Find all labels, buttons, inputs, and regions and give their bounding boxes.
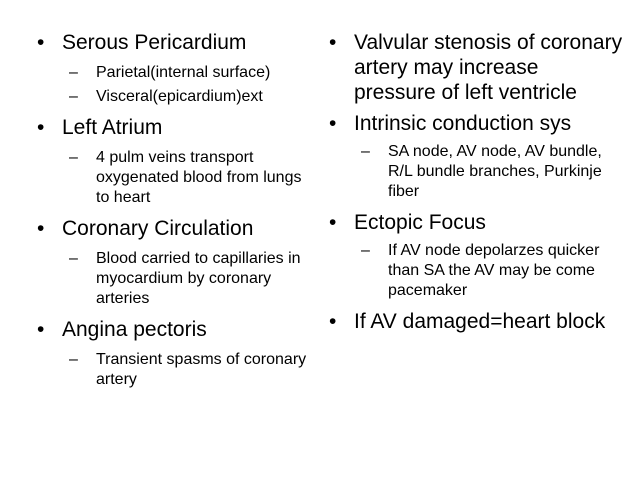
sub-bullet-text: Blood carried to capillaries in myocardium by coronary arteries — [96, 250, 301, 307]
dash-icon: – — [69, 88, 78, 105]
dash-icon: – — [361, 143, 370, 160]
dash-icon: – — [361, 242, 370, 259]
sub-bullet-text: Visceral(epicardium)ext — [96, 88, 263, 105]
dash-icon: – — [69, 64, 78, 81]
sub-bullet-text: SA node, AV node, AV bundle, R/L bundle branches, Purkinje fiber — [388, 143, 602, 200]
bullet-dot-icon: • — [329, 211, 337, 234]
sub-bullet-list — [36, 350, 318, 390]
dash-icon: – — [69, 351, 78, 368]
sub-bullet-list — [328, 142, 624, 202]
sub-bullet-item — [36, 249, 318, 309]
sub-bullet-item — [328, 142, 624, 202]
sub-bullet-text: 4 pulm veins transport oxygenated blood from lungs to heart — [96, 149, 302, 206]
bullet-dot-icon: • — [329, 31, 337, 54]
bullet-text: Ectopic Focus — [354, 211, 486, 234]
sub-bullet-list — [36, 148, 318, 208]
bullet-item — [36, 317, 318, 342]
sub-bullet-list — [36, 249, 318, 309]
dash-icon: – — [69, 149, 78, 166]
dash-icon: – — [69, 250, 78, 267]
bullet-dot-icon: • — [37, 217, 45, 240]
bullet-item — [328, 309, 624, 334]
bullet-item — [36, 30, 318, 55]
bullet-item — [36, 115, 318, 140]
left-column — [36, 30, 318, 398]
sub-bullet-item — [36, 350, 318, 390]
sub-bullet-list — [328, 241, 624, 301]
right-column — [328, 30, 624, 340]
bullet-text: Valvular stenosis of coronary artery may increase pressure of left ventricle — [354, 31, 623, 104]
bullet-item — [328, 30, 624, 105]
bullet-text: Serous Pericardium — [62, 31, 247, 54]
sub-bullet-text: Transient spasms of coronary artery — [96, 351, 307, 388]
bullet-item — [328, 210, 624, 235]
bullet-item — [328, 111, 624, 136]
bullet-dot-icon: • — [37, 31, 45, 54]
sub-bullet-text: Parietal(internal surface) — [96, 64, 271, 81]
bullet-dot-icon: • — [329, 112, 337, 135]
bullet-text: Coronary Circulation — [62, 217, 254, 240]
sub-bullet-item — [36, 148, 318, 208]
bullet-item — [36, 216, 318, 241]
bullet-dot-icon: • — [37, 318, 45, 341]
sub-bullet-text: If AV node depolarzes quicker than SA the AV may be come pacemaker — [388, 242, 600, 299]
bullet-dot-icon: • — [37, 116, 45, 139]
bullet-dot-icon: • — [329, 310, 337, 333]
bullet-text: Left Atrium — [62, 116, 163, 139]
sub-bullet-item — [36, 63, 318, 83]
bullet-text: If AV damaged=heart block — [354, 310, 606, 333]
bullet-text: Angina pectoris — [62, 318, 207, 341]
bullet-text: Intrinsic conduction sys — [354, 112, 572, 135]
sub-bullet-item — [36, 87, 318, 107]
sub-bullet-list — [36, 63, 318, 107]
sub-bullet-item — [328, 241, 624, 301]
